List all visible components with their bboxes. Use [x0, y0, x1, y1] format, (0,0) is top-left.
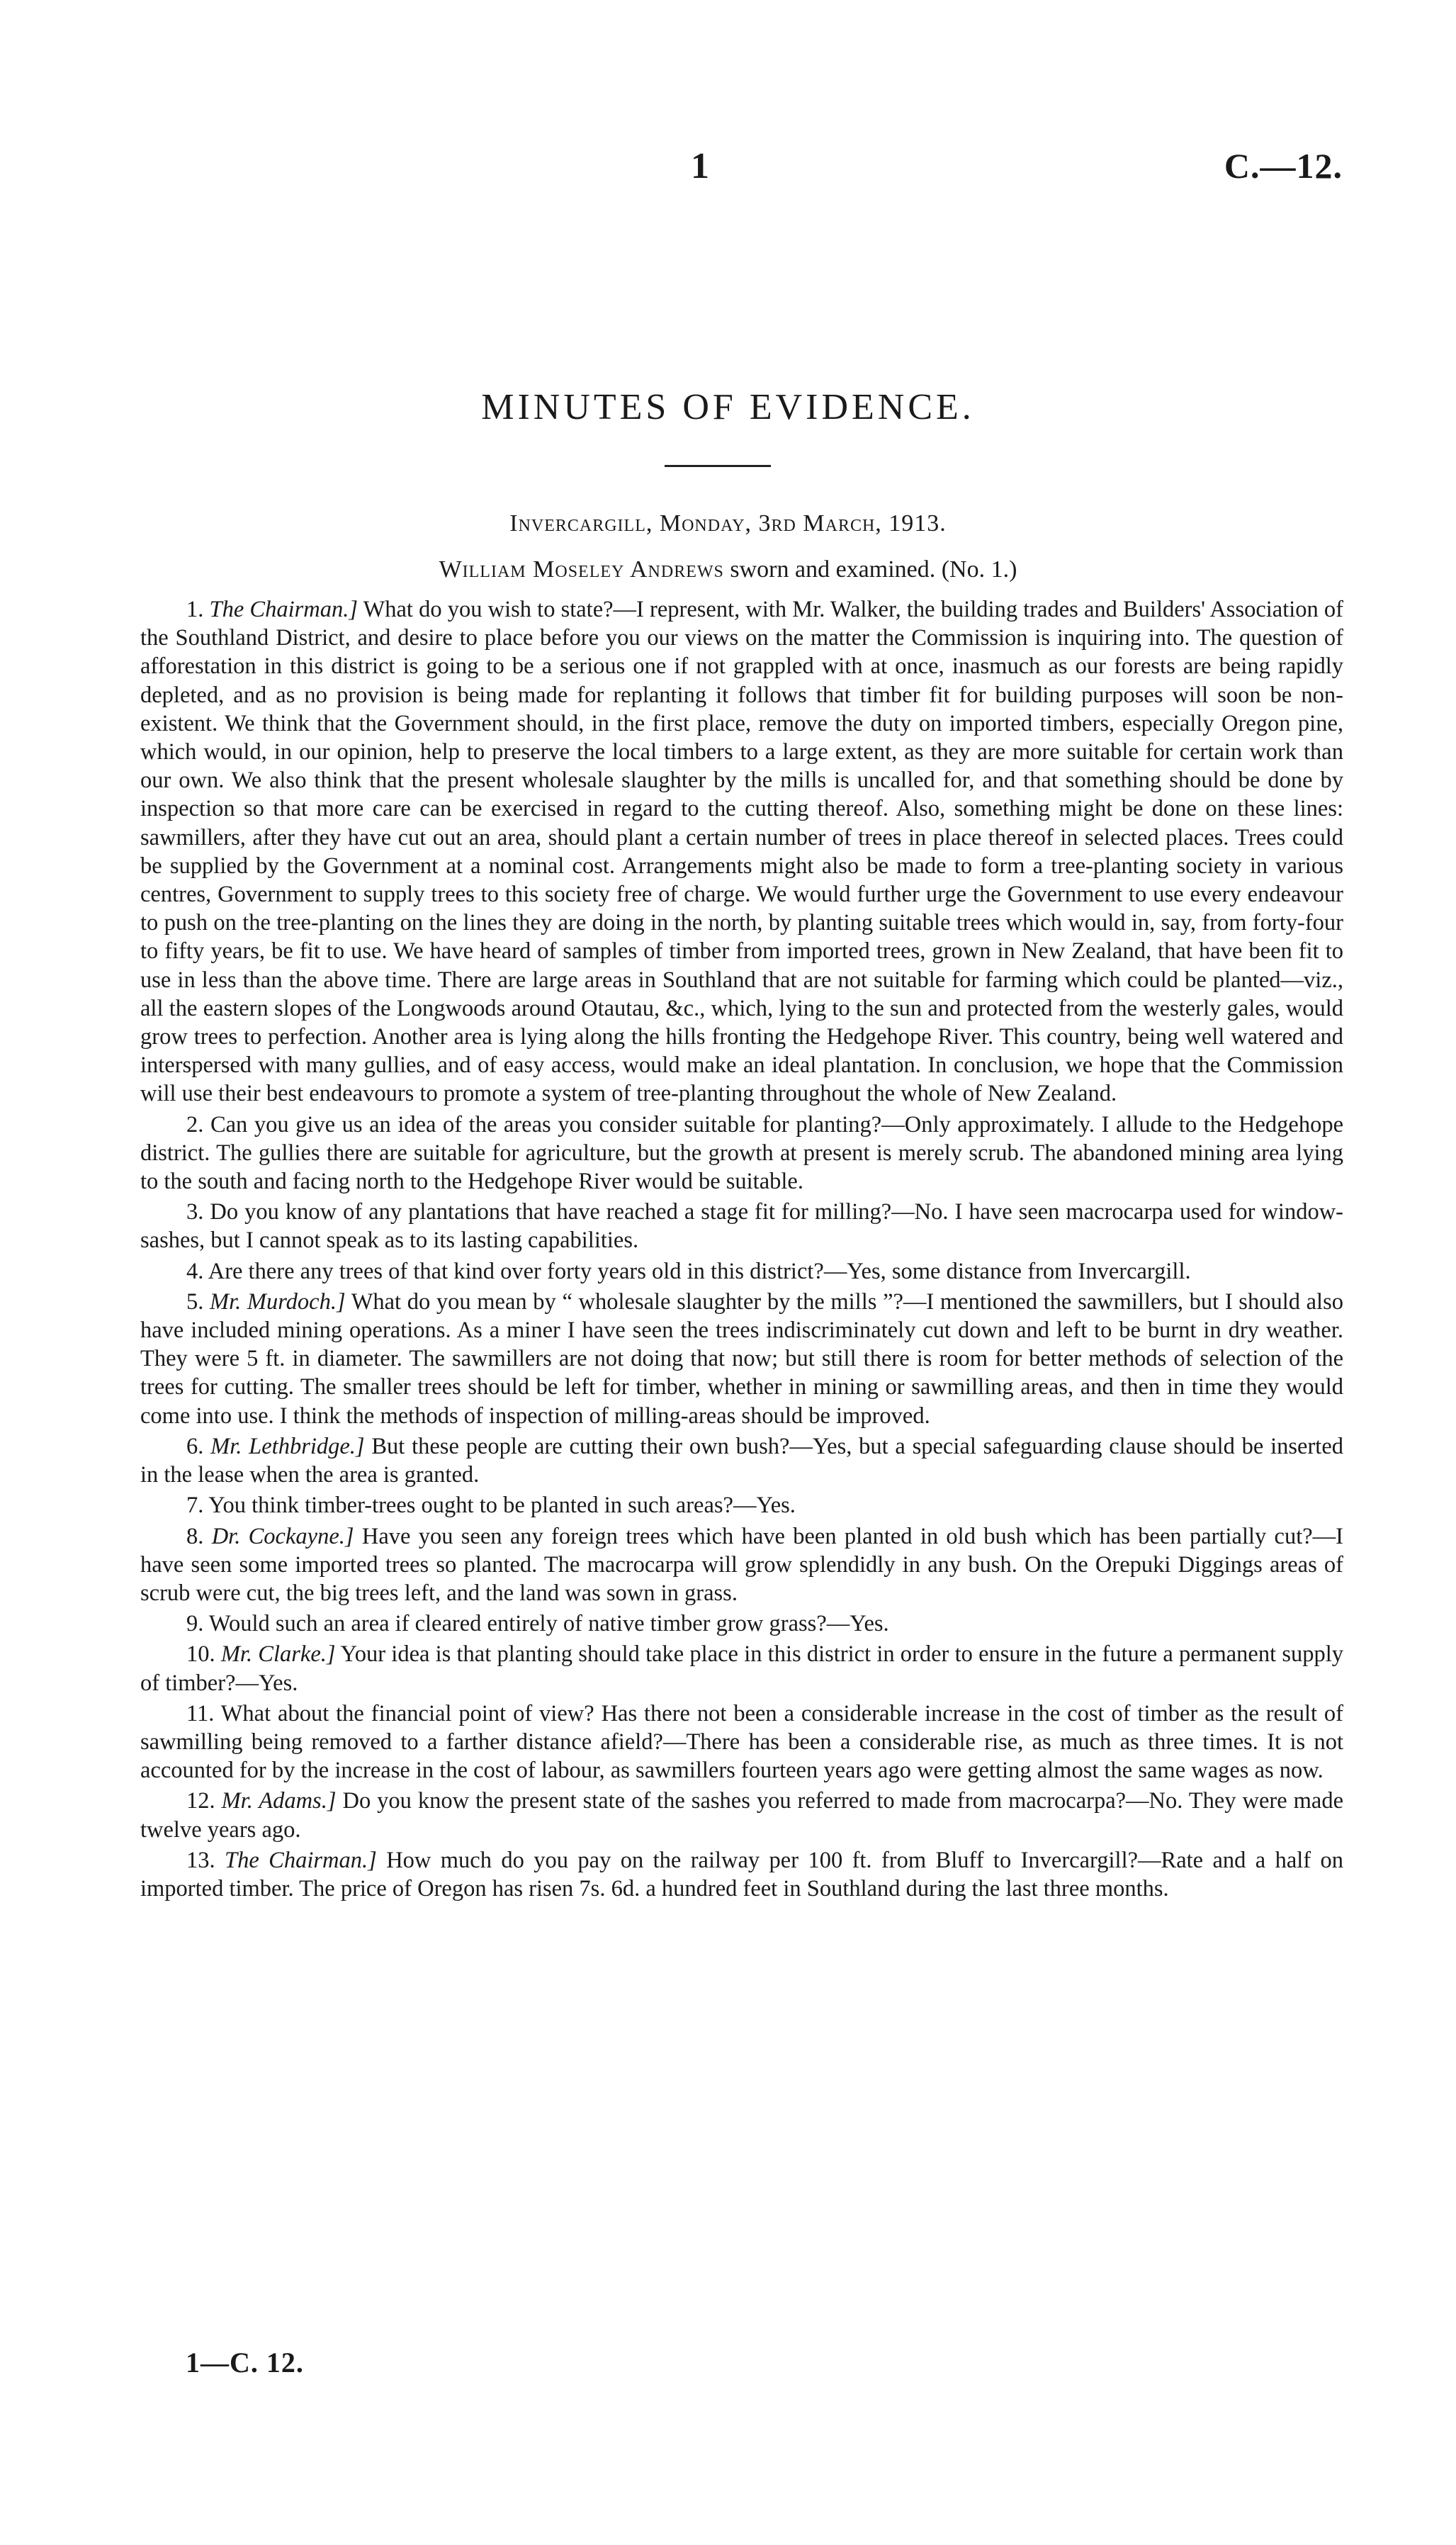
speaker: The Chairman.] — [209, 597, 359, 622]
paragraph-text: Would such an area if cleared entirely of native timber grow grass?—Yes. — [208, 1611, 889, 1637]
question-number: 8. — [186, 1523, 204, 1549]
evidence-paragraph — [140, 1257, 1343, 1286]
speaker: Mr. Adams.] — [221, 1788, 337, 1814]
witness-status: sworn and examined. (No. 1.) — [723, 556, 1017, 583]
question-number: 5. — [186, 1288, 204, 1315]
question-number: 1. — [186, 597, 204, 622]
evidence-paragraph — [140, 1198, 1343, 1254]
paragraph-text: What do you wish to state?—I represent, with Mr. Walker, the building trades and Builders' Association of the Southland District, and desire to place before you our views on the matter the Commission is inquiring into. The question of afforestation in this district is going to be a serious one if not grappled with at once, inasmuch as our forests are being rapidly depleted, and as no provision is being made for replanting it follows that timber fit for building purposes will soon be non-existent. We think that the Government should, in the first place, remove the duty on imported timbers, especially Oregon pine, which would, in our opinion, help to preserve the local timbers to a large extent, as they are more suitable for certain work than our own. We also think that the present wholesale slaughter by the mills is uncalled for, and that something should be done by inspection so that more care can be exercised in regard to the cutting thereof. Also, something might be done on these lines: sawmillers, after they have cut out an area, should plant a certain number of trees in place thereof in selected places. Trees could be supplied by the Government at a nominal cost. Arrangements might also be made to form a tree-planting society in various centres, Government to supply trees to this society free of charge. We would further urge the Government to use every endeavour to push on the tree-planting on the lines they are doing in the north, by planting suitable trees which would in, say, from forty-four to fifty years, be fit to use. We have heard of samples of timber from imported trees, grown in New Zealand, that have been fit to use in less than the above time. There are large areas in Southland that are not suitable for farming which could be planted—viz., all the eastern slopes of the Longwoods around Otautau, &c., which, lying to the sun and protected from the westerly gales, would grow trees to perfection. Another area is lying along the hills fronting the Hedgehope River. This country, being well watered and interspersed with many gullies, and of easy access, would make an ideal plantation. In conclusion, we hope that the Commission will use their best endeavours to promote a system of tree-planting throughout the whole of New Zealand. — [140, 597, 1344, 1107]
question-number: 6. — [186, 1433, 204, 1459]
paragraph-text: What about the financial point of view? Has there not been a considerable increase in the cost of timber as the result of sawmilling being removed to a farther distance afield?—There has been a considerable rise, as much as three times. It is not accounted for by the increase in the cost of labour, as sawmillers fourteen years ago were getting almost the same wages as now. — [140, 1700, 1343, 1784]
evidence-paragraph — [140, 1846, 1343, 1903]
speaker: The Chairman.] — [225, 1847, 377, 1873]
question-number: 7. — [186, 1493, 204, 1519]
session-heading: Invercargill, Monday, 3rd March, 1913. — [509, 510, 947, 536]
paragraph-text: You think timber-trees ought to be planted in such areas?—Yes. — [208, 1493, 796, 1519]
paragraph-text: How much do you pay on the railway per 100 ft. from Bluff to Invercargill?—Rate and a half on imported timber. The price of Oregon has risen 7s. 6d. a hundred feet in Southland during the last three months. — [140, 1847, 1344, 1901]
evidence-paragraph — [140, 1700, 1343, 1785]
evidence-paragraph — [140, 1640, 1343, 1697]
speaker: Mr. Murdoch.] — [210, 1288, 346, 1315]
page-number: 1 — [691, 146, 709, 186]
evidence-paragraph — [140, 1432, 1343, 1489]
paragraph-text: Can you give us an idea of the areas you consider suitable for planting?—Only approximately. I allude to the Hedgehope district. The gullies there are suitable for agriculture, but the growth at present is merely scrub. The abandoned mining area lying to the south and facing north to the Hedgehope River would be suitable. — [140, 1111, 1344, 1195]
page-header — [0, 145, 1456, 195]
paragraph-text: Have you seen any foreign trees which have been planted in old bush which has been partially cut?—I have seen some imported trees so planted. The macrocarpa will grow splendidly in any bush. On the Orepuki Diggings areas of scrub were cut, the big trees left, and the land was sown in grass. — [140, 1523, 1344, 1606]
evidence-paragraph — [140, 1609, 1343, 1638]
evidence-paragraph — [140, 1288, 1343, 1430]
question-number: 12. — [186, 1788, 215, 1814]
question-number: 4. — [186, 1258, 204, 1284]
speaker: Mr. Lethbridge.] — [210, 1433, 365, 1459]
evidence-paragraph — [140, 1491, 1343, 1519]
evidence-paragraph — [140, 1787, 1343, 1843]
question-number: 10. — [186, 1641, 215, 1668]
witness-heading — [0, 556, 1456, 583]
evidence-paragraph — [140, 1522, 1343, 1608]
document-reference: C.—12. — [1224, 146, 1343, 186]
question-number: 2. — [186, 1111, 204, 1137]
paragraph-text: What do you mean by “ wholesale slaughter by the mills ”?—I mentioned the sawmillers, but I should also have included mining operations. As a miner I have seen the trees indiscriminately cut down and left to be burnt in dry weather. They were 5 ft. in diameter. The sawmillers are not doing that now; but still there is room for better methods of selection of the trees for cutting. The smaller trees should be left for timber, whether in mining or sawmilling areas, and then in time they would come into use. I think the methods of inspection of milling-areas should be improved. — [140, 1288, 1343, 1429]
paragraph-text: But these people are cutting their own bush?—Yes, but a special safeguarding clause should be inserted in the lease when the area is granted. — [140, 1433, 1343, 1488]
question-number: 13. — [186, 1847, 215, 1873]
speaker: Dr. Cockayne.] — [211, 1523, 354, 1549]
evidence-paragraph — [140, 595, 1343, 1108]
question-number: 11. — [186, 1700, 215, 1726]
witness-name: William Moseley Andrews — [439, 556, 724, 583]
speaker: Mr. Clarke.] — [220, 1641, 336, 1668]
paragraph-text: Do you know of any plantations that have reached a stage fit for milling?—No. I have seen macrocarpa used for window-sashes, but I cannot speak as to its lasting capabilities. — [140, 1199, 1344, 1254]
title-divider — [665, 465, 771, 467]
paragraph-text: Do you know the present state of the sashes you referred to made from macrocarpa?—No. They were made twelve years ago. — [140, 1788, 1344, 1843]
evidence-paragraph — [140, 1111, 1343, 1196]
paragraph-text: Are there any trees of that kind over forty years old in this district?—Yes, some distance from Invercargill. — [208, 1258, 1191, 1284]
paragraph-text: Your idea is that planting should take place in this district in order to ensure in the future a permanent supply of timber?—Yes. — [140, 1641, 1344, 1696]
question-number: 9. — [186, 1611, 204, 1637]
question-number: 3. — [186, 1199, 204, 1225]
evidence-body — [140, 595, 1343, 1905]
footer-reference: 1—C. 12. — [186, 2347, 304, 2378]
page-title: MINUTES OF EVIDENCE. — [481, 387, 975, 427]
